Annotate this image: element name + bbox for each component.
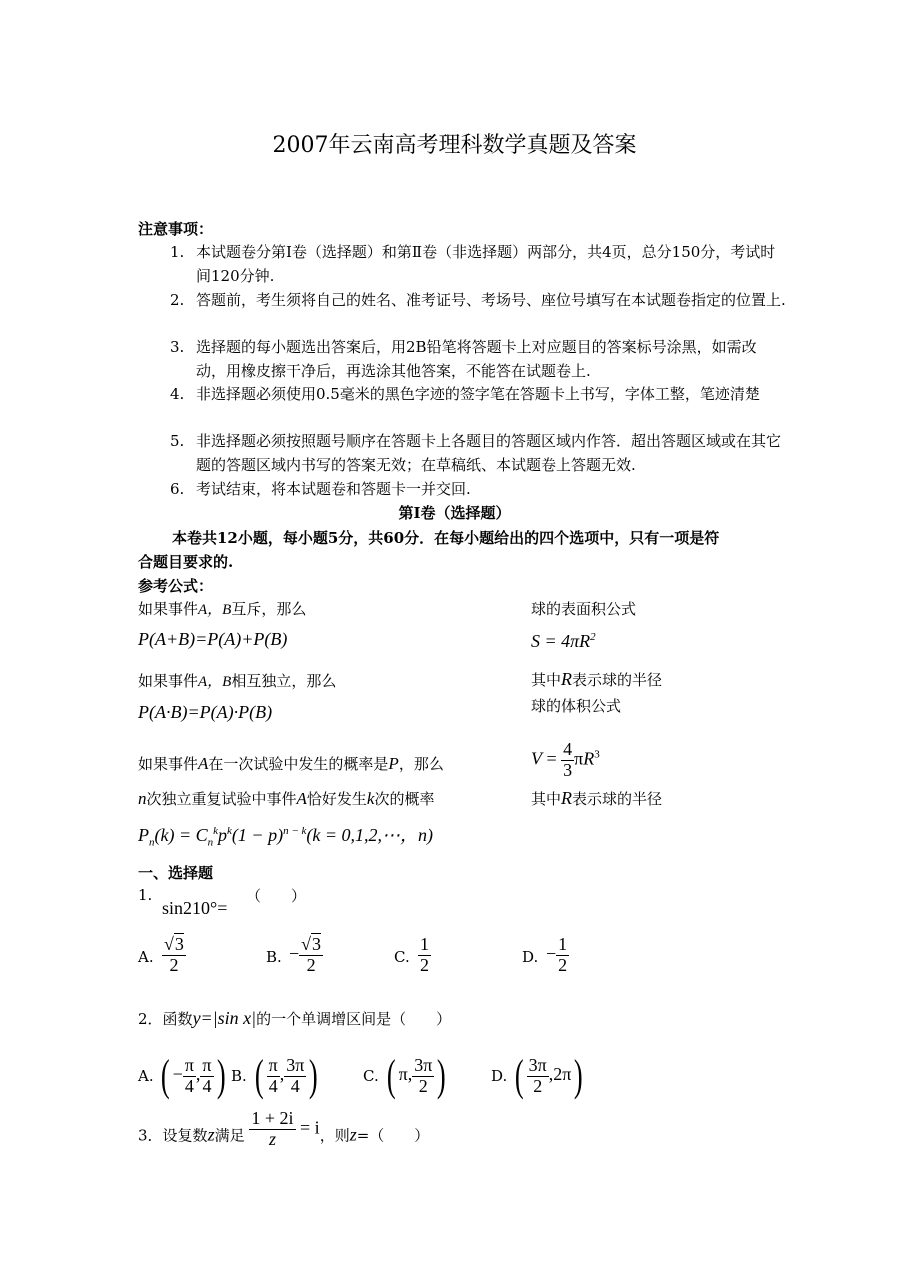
notice-text: 考试结束，将本试题卷和答题卡一并交回. [196,480,471,498]
option-value: ( $\frac{3\pi}{2}$ ,2π) [514,1051,584,1100]
notice-item [170,288,790,336]
trial-statement-cont: n次独立重复试验中事件A恰好发生k次的概率 [138,789,435,808]
question-number: 1. [138,886,153,904]
option-label: D. [522,948,539,966]
formula-heading: 参考公式： [138,577,214,595]
trial-statement: 如果事件A在一次试验中发生的概率是P，那么 [138,754,444,773]
notice-text: 答题前，考生须将自己的姓名、准考证号、考场号、座位号填写在本试题卷指定的位置上. [196,291,786,309]
notice-item [170,382,790,430]
answer-blank: （ ） [246,887,307,905]
option-label: C. [363,1067,379,1085]
part1-intro-cont: 合题目要求的. [138,553,234,571]
option-label: B. [231,1067,247,1085]
option-label: D. [491,1067,508,1085]
option-value: $\frac{1}{2}$ [420,934,429,975]
notice-text: 本试题卷分第Ⅰ卷（选择题）和第Ⅱ卷（非选择题）两部分，共4页，总分150分，考试时间120分钟. [196,243,776,285]
option-label: A. [138,948,154,966]
section-heading: 一、选择题 [138,864,214,882]
binomial-formula: $P_n(k) = C_n^kp^k(1 - p)^{n - k}(k$ = 0,1,2,⋯，n) [138,825,433,849]
notice-number: 6. [170,480,185,498]
notice-item [170,335,790,383]
option-label: A. [138,1067,154,1085]
option-label: B. [266,948,282,966]
notice-number: 3. [170,338,185,356]
indep-formula: P(A·B)=P(A)·P(B) [138,702,273,722]
option-value: ( $\frac{\pi}{4}$ , $\frac{3\pi}{4}$ ) [254,1051,319,1100]
notice-text: 非选择题必须使用0.5毫米的黑色字迹的签字笔在答题卡上书写，字体工整，笔迹清楚 [196,385,760,403]
radius-note: 其中R表示球的半径 [531,788,663,808]
notice-number: 4. [170,385,185,403]
notice-item [170,429,790,477]
notice-heading: 注意事项： [138,220,214,238]
option-value: ( π, $\frac{3\pi}{2}$ ) [386,1051,447,1100]
indep-statement: 如果事件A，B相互独立，那么 [138,672,337,690]
notice-item [170,477,790,501]
notice-number: 2. [170,291,185,309]
q2-statement: 2．函数y=|sin x|的一个单调增区间是（ ） [138,1008,452,1028]
radius-note: 其中R表示球的半径 [531,669,663,689]
notice-text: 选择题的每小题选出答案后，用2B铅笔将答题卡上对应题目的答案标号涂黑，如需改动，用橡皮擦干净后，再选涂其他答案，不能答在试题卷上. [196,338,757,380]
part1-heading: 第Ⅰ卷（选择题） [398,504,511,522]
notice-number: 1. [170,243,185,261]
q1-expression: sin210°= [162,898,228,918]
option-value: ( − $\frac{\pi}{4}$ , $\frac{\pi}{4}$ ) [160,1051,226,1100]
page-title: 2007年云南高考理科数学真题及答案 [272,133,637,158]
option-value: $\frac{√3}{2}$ [164,934,184,975]
option-value: − $\frac{1}{2}$ [546,934,568,975]
notice-number: 5. [170,432,185,450]
mutex-formula: P(A+B)=P(A)+P(B) [138,629,288,649]
notice-item [170,240,790,288]
sphere-volume-formula: V = $\frac{4}{3}$ $\pi R^3$ [531,739,600,780]
q3-statement: 3．设复数z满足 $\frac{1 + 2i}{z}$ = i，则z=（ ） [138,1108,430,1149]
option-label: C. [394,948,410,966]
sphere-area-label: 球的表面积公式 [531,600,637,618]
part1-intro: 本卷共12小题，每小题5分，共60分．在每小题给出的四个选项中，只有一项是符 [172,529,720,547]
option-value: − $\frac{√3}{2}$ [289,934,322,975]
notice-text: 非选择题必须按照题号顺序在答题卡上各题目的答题区域内作答．超出答题区域或在其它题的答题区域内书写的答案无效；在草稿纸、本试题卷上答题无效. [196,432,782,474]
sphere-area-formula: $S = 4\pi R^2$ [531,631,596,651]
sphere-volume-label: 球的体积公式 [531,697,622,715]
mutex-statement: 如果事件A，B互斥，那么 [138,600,307,618]
